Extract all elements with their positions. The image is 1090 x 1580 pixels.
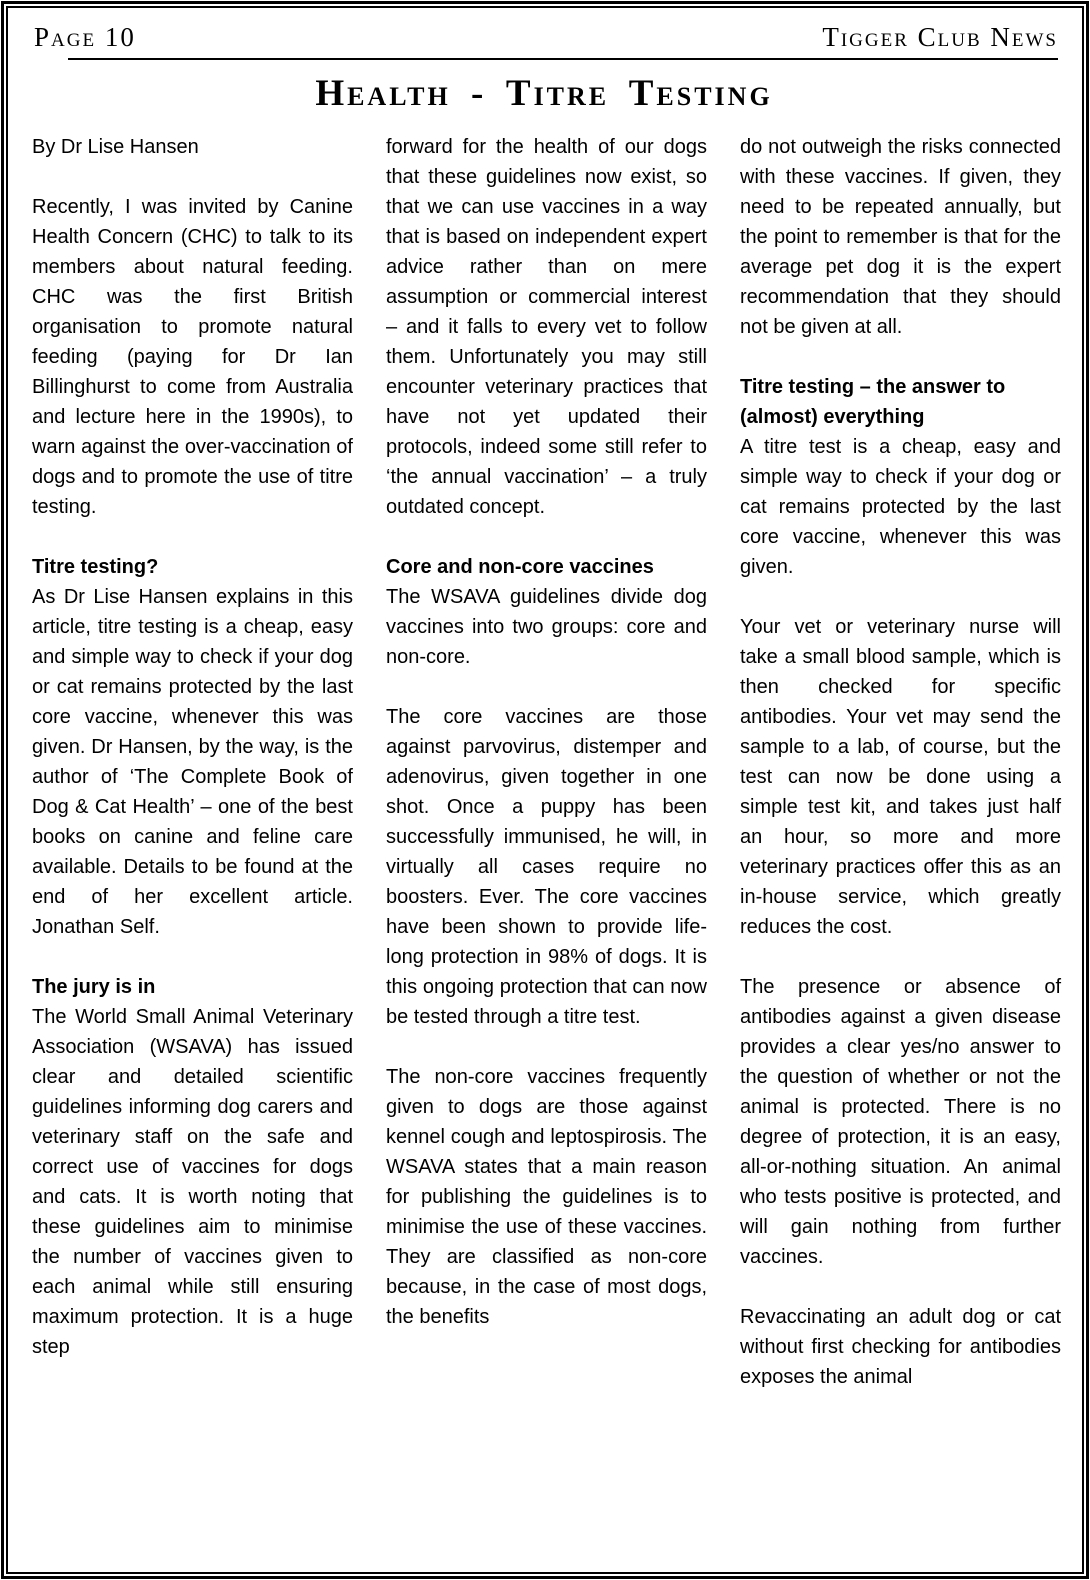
paragraph: The core vaccines are those against parvovirus, distemper and adenovirus, given together in one shot. Once a puppy has been successfully immunised, he will, in virtually all cases require no boosters. Ever. The core vaccines have been shown to provide life-long protection in 98% of dogs. It is this ongoing protection that can now be tested through a titre test. xyxy=(386,706,707,1028)
paragraph: Recently, I was invited by Canine Health Concern (CHC) to talk to its members about natural feeding. CHC was the first British organisation to promote natural feeding (paying for Dr Ian Billinghurst to come from Australia and lecture here in the 1990s), to warn against the over-vaccination of dogs and to promote the use of titre testing. xyxy=(32,196,353,518)
paragraph: do not outweigh the risks connected with these vaccines. If given, they need to be repeated annually, but the point to remember is that for the average pet dog it is the expert recommendation that they should not be given at all. xyxy=(740,136,1061,338)
header-row xyxy=(24,22,1064,52)
paragraph: The World Small Animal Veterinary Association (WSAVA) has issued clear and detailed scientific guidelines informing dog carers and veterinary staff on the safe and correct use of vaccines for dogs and cats. It is worth noting that these guidelines aim to minimise the number of vaccines given to each animal while still ensuring maximum protection. It is a huge step xyxy=(32,1006,353,1358)
article-title: Health - Titre Testing xyxy=(315,73,773,114)
paragraph: forward for the health of our dogs that these guidelines now exist, so that we can use vaccines in a way that is based on independent expert advice rather than on mere assumption or commercial interest – and it falls to every vet to follow them. Unfortunately you may still encounter veterinary practices that have not yet updated their protocols, indeed some still refer to ‘the annual vaccination’ – a truly outdated concept. xyxy=(386,136,707,518)
paragraph: The WSAVA guidelines divide dog vaccines into two groups: core and non-core. xyxy=(386,586,707,668)
column-3 xyxy=(740,132,1061,1422)
heading-core-and-non-core-vaccines: Core and non-core vaccines xyxy=(386,556,654,578)
column-2 xyxy=(386,132,707,1422)
heading-titre-testing-the-answer: Titre testing – the answer to (almost) everything xyxy=(740,376,1006,428)
page-header xyxy=(24,22,1064,60)
paragraph: Revaccinating an adult dog or cat without first checking for antibodies exposes the animal xyxy=(740,1306,1061,1388)
newsletter-title: Tigger Club News xyxy=(822,22,1058,52)
paragraph: As Dr Lise Hansen explains in this article, titre testing is a cheap, easy and simple way to check if your dog or cat remains protected by the last core vaccine, whenever this was given. Dr Hansen, by the way, is the author of ‘The Complete Book of Dog & Cat Health’ – one of the best books on canine and feline care available. Details to be found at the end of her excellent article. Jonathan Self. xyxy=(32,586,353,938)
header-rule xyxy=(68,58,1058,60)
page-inner-frame xyxy=(6,6,1084,1574)
paragraph: The non-core vaccines frequently given to dogs are those against kennel cough and leptospirosis. The WSAVA states that a main reason for publishing the guidelines is to minimise the use of these vaccines. They are classified as non-core because, in the case of most dogs, the benefits xyxy=(386,1066,707,1328)
heading-titre-testing: Titre testing? xyxy=(32,556,159,578)
page-number: Page 10 xyxy=(34,22,136,52)
paragraph: Your vet or veterinary nurse will take a small blood sample, which is then checked for specific antibodies. Your vet may send the sample to a lab, of course, but the test can now be done using a simple test kit, and takes just half an hour, so more and more veterinary practices offer this as an in-house service, which greatly reduces the cost. xyxy=(740,616,1061,938)
heading-the-jury-is-in: The jury is in xyxy=(32,976,156,998)
paragraph: The presence or absence of antibodies against a given disease provides a clear yes/no answer to the question of whether or not the animal is protected. There is no degree of protection, it is an easy, all-or-nothing situation. An animal who tests positive is protected, and will gain nothing from further vaccines. xyxy=(740,976,1061,1268)
article-columns xyxy=(24,132,1064,1422)
column-1 xyxy=(32,132,353,1422)
paragraph: A titre test is a cheap, easy and simple way to check if your dog or cat remains protected by the last core vaccine, whenever this was given. xyxy=(740,436,1061,578)
newsletter-page xyxy=(1,1,1089,1579)
byline: By Dr Lise Hansen xyxy=(32,136,199,158)
